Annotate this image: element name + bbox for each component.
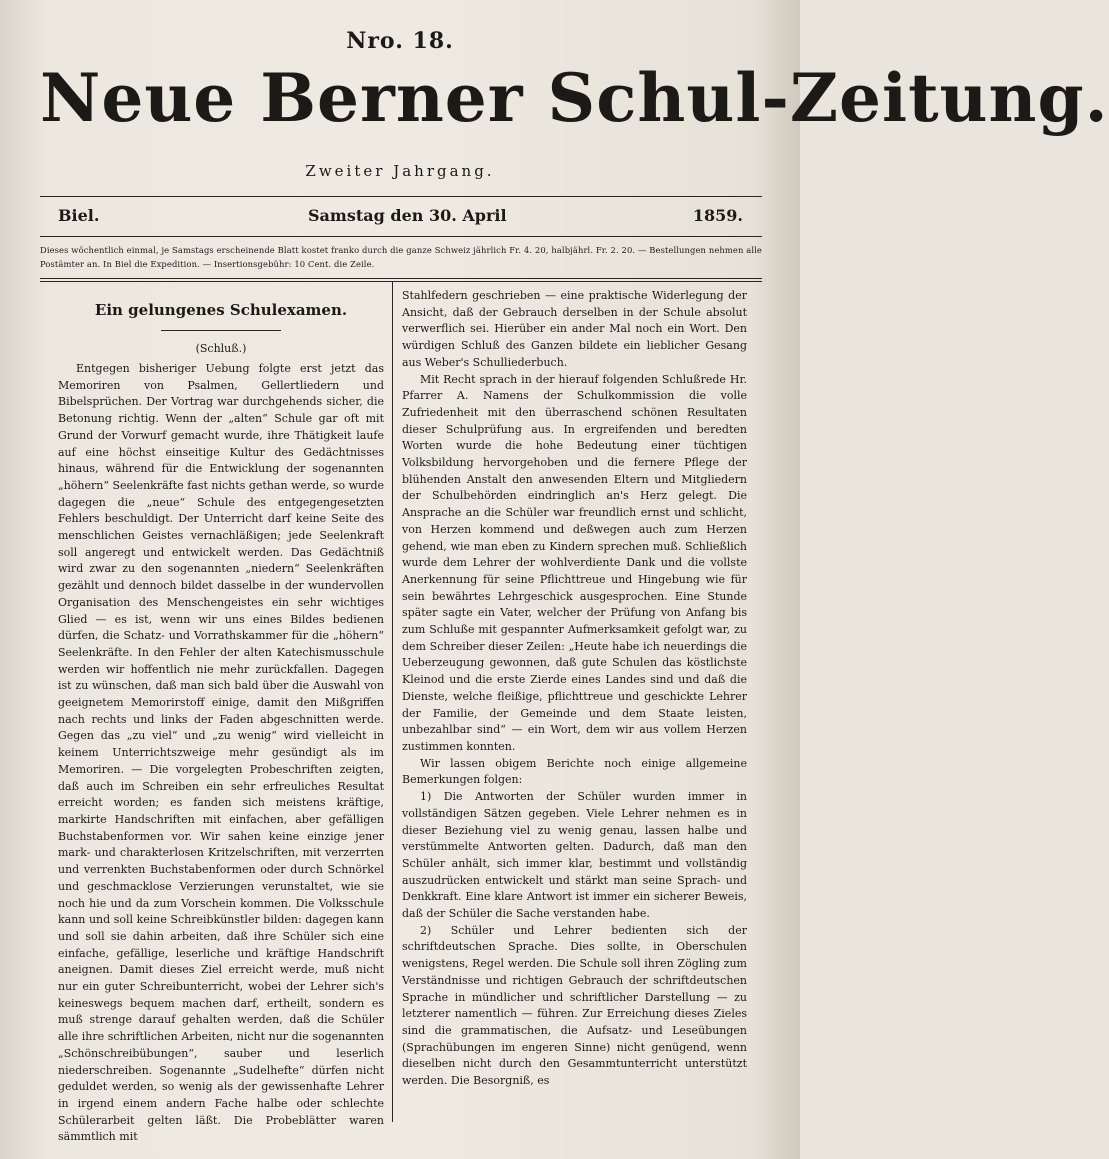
article-paragraph: Stahlfedern geschrieben — eine praktische Widerlegung der Ansicht, daß der Gebrauch derselben in der Schule absolut verwerflich sei. Hierüber ein ander Mal noch ein Wort. Den würdigen Schluß des Ganzen bildete ein lieblicher Gesang aus Weber's Schulliederbuch.: [402, 289, 747, 369]
column-divider: [392, 282, 393, 1122]
publication-place: Biel.: [58, 206, 100, 225]
subscription-notice: Dieses wöchentlich einmal, je Samstags erscheinende Blatt kostet franko durch die ganze Schweiz jährlich Fr. 4. 20, halbjährl. Fr. 2. 20. — Bestellungen nehmen alle Postämter an. In Biel die Expedition. — Insertionsgebühr: 10 Cent. die Zeile.: [40, 245, 762, 269]
issue-number: Nro. 18.: [346, 28, 454, 54]
header-rule-bottom-double: [40, 281, 762, 282]
header-rule-bottom: [40, 278, 762, 279]
article-subtitle: (Schluß.): [195, 342, 247, 355]
volume-label: Zweiter Jahrgang.: [305, 162, 495, 180]
article-paragraph: 2) Schüler und Lehrer bedienten sich der schriftdeutschen Sprache. Dies sollte, in Oberschulen wenigstens, Regel werden. Die Schule soll ihren Zögling zum Verständnisse und richtigen Gebrauch der schriftdeutschen Sprache in mündlicher und schriftlicher Darstellung — zu letzterer namentlich — führen. Zur Erreichung dieses Zieles sind die grammatischen, die Aufsatz- und Leseübungen (Sprachübungen im engeren Sinne) nicht genügend, wenn dieselben nicht durch den Gesammtunterricht unterstützt werden. Die Besorgniß, es: [402, 923, 747, 1088]
column-right: [402, 288, 747, 1128]
header-rule-top: [40, 196, 762, 197]
publication-year: 1859.: [692, 206, 743, 225]
masthead-title: Neue Berner Schul-Zeitung.: [40, 59, 1109, 137]
publication-date: Samstag den 30. April: [308, 206, 507, 225]
dateline: [58, 203, 743, 229]
column-left: [58, 288, 384, 1144]
article-paragraph: 1) Die Antworten der Schüler wurden immer in vollständigen Sätzen gegeben. Viele Lehrer nehmen es in dieser Beziehung viel zu wenig genau, lassen halbe und verstümmelte Antworten gelten. Dadurch, daß man den Schüler anhält, sich immer klar, bestimmt und vollständig auszudrücken entwickelt und stärkt man seine Sprach- und Denkkraft. Eine klare Antwort ist immer ein sicherer Beweis, daß der Schüler die Sache verstanden habe.: [402, 790, 747, 921]
article-paragraph: Entgegen bisheriger Uebung folgte erst jetzt das Memoriren von Psalmen, Gellertliedern und Bibelsprüchen. Der Vortrag war durchgehends sicher, die Betonung richtig. Wenn der „alten“ Schule gar oft mit Grund der Vorwurf gemacht wurde, ihre Thätigkeit laufe auf eine höchst einseitige Kultur des Gedächtnisses hinaus, während für die Entwicklung der sogenannten „höhern“ Seelenkräfte fast nichts gethan werde, so wurde dagegen die „neue“ Schule des entgegengesetzten Fehlers beschuldigt. Der Unterricht darf keine Seite des menschlichen Geistes vernachläßigen; jede Seelenkraft soll angeregt und entwickelt werden. Das Gedächtniß wird zwar zu den sogenannten „niedern“ Seelenkräften gezählt und dennoch bildet dasselbe in der wundervollen Organisation des Menschengeistes ein sehr wichtiges Glied — es ist, wenn wir uns eines Bildes bedienen dürfen, die Schatz- und Vorrathskammer für die „höhern“ Seelenkräfte. In den Fehler der alten Katechismusschule werden wir hoffentlich nie mehr zurückfallen. Dagegen ist zu wünschen, daß man sich bald über die Auswahl von geeignetem Memorirstoff einige, damit den Mißgriffen nach rechts und links der Faden abgeschnitten werde. Gegen das „zu viel“ und „zu wenig“ wird vielleicht in keinem Unterrichtszweige mehr gesündigt als im Memoriren. — Die vorgelegten Probeschriften zeigten, daß auch im Schreiben ein sehr erfreuliches Resultat erreicht worden; es fanden sich meistens kräftige, markirte Handschriften mit einfachen, aber gefälligen Buchstabenformen vor. Wir sahen keine einzige jener mark- und charakterlosen Kritzelschriften, mit verzerrten und verrenkten Buchstabenformen oder durch Schnörkel und geschmacklose Verzierungen verunstaltet, wie sie noch hie und da zum Vorschein kommen. Die Volksschule kann und soll keine Schreibkünstler bilden: dagegen kann und soll sie dahin arbeiten, daß ihre Schüler sich eine einfache, gefällige, leserliche und kräftige Handschrift aneignen. Damit dieses Ziel erreicht werde, muß nicht nur ein guter Schreibunterricht, wobei der Lehrer sich's keineswegs bequem machen darf, ertheilt, sondern es muß strenge darauf gehalten werden, daß die Schüler alle ihre schriftlichen Arbeiten, nicht nur die sogenannten „Schönschreibübungen“, sauber und leserlich niederschreiben. Sogenannte „Sudelhefte“ dürfen nicht geduldet werden, so wenig als der gewissenhafte Lehrer in irgend einem andern Fache halbe oder schlechte Schülerarbeit gelten läßt. Die Probeblätter waren sämmtlich mit: [58, 362, 384, 1144]
article-title: Ein gelungenes Schulexamen.: [94, 301, 348, 319]
article-paragraph: Mit Recht sprach in der hierauf folgenden Schlußrede Hr. Pfarrer A. Namens der Schulkommission die volle Zufriedenheit mit den überraschend schönen Resultaten dieser Schulprüfung aus. In ergreifenden und beredten Worten wurde die hohe Bedeutung einer tüchtigen Volksbildung hervorgehoben und die fernere Pflege der blühenden Anstalt den anwesenden Eltern und Mitgliedern der Schulbehörden eindringlich an's Herz gelegt. Die Ansprache an die Schüler war freundlich ernst und schlicht, von Herzen kommend und deßwegen auch zum Herzen gehend, wie man eben zu Kindern sprechen muß. Schließlich wurde dem Lehrer der wohlverdiente Dank und die vollste Anerkennung für seine Pflichttreue und Hingebung wie für sein bewährtes Lehrgeschick ausgesprochen. Eine Stunde später sagte ein Vater, welcher der Prüfung von Anfang bis zum Schluße mit gespannter Aufmerksamkeit gefolgt war, zu dem Schreiber dieser Zeilen: „Heute habe ich neuerdings die Ueberzeugung gewonnen, daß gute Schulen das köstlichste Kleinod und die erste Zierde eines Landes sind und daß die Dienste, welche fleißige, pflichttreue und geschickte Lehrer der Familie, der Gemeinde und dem Staate leisten, unbezahlbar sind“ — ein Wort, dem wir aus vollem Herzen zustimmen konnten.: [402, 372, 747, 753]
article-paragraph: Wir lassen obigem Berichte noch einige allgemeine Bemerkungen folgen:: [402, 756, 747, 787]
header-rule-middle: [40, 236, 762, 237]
title-underline: [161, 330, 281, 331]
